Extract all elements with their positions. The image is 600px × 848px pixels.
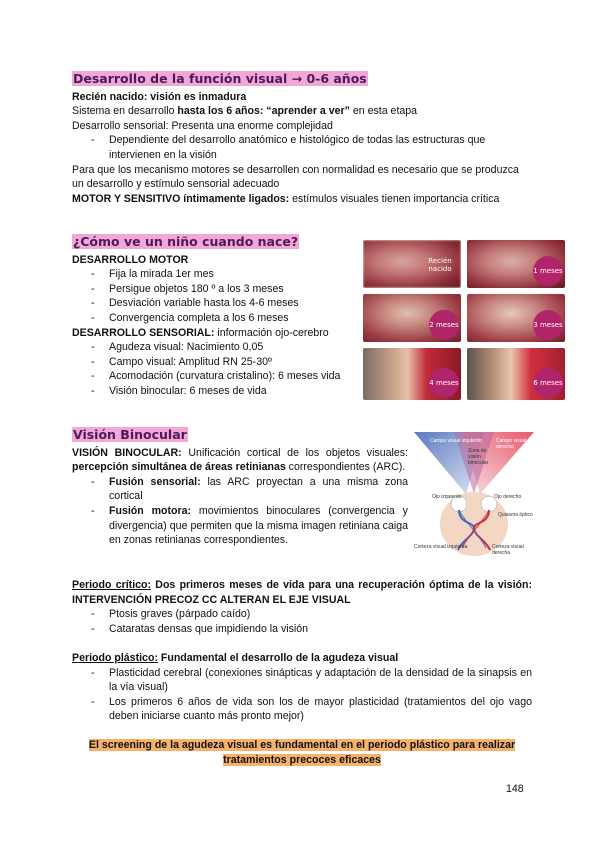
photo-1-month: [467, 240, 565, 288]
screening-highlight: El screening de la agudeza visual es fundamental en el periodo plástico para realizar tratamientos precoces eficaces: [88, 739, 516, 766]
list-item: - Fusión sensorial: las ARC proyectan a una misma zona cortical: [72, 475, 408, 504]
photo-2-months: [363, 294, 461, 342]
diagram-label: Corteza visual derecha: [492, 544, 524, 556]
paragraph: Para que los mecanismo motores se desarrollen con normalidad es necesario que se produzca un desarrollo y estímulo sensorial adecuado: [72, 163, 519, 191]
section-critical-period: Periodo crítico: Dos primeros meses de vida para una recuperación óptima de la visión: INTERVENCIÓN PRECOZ CC ALTERAN EL EJE VISUAL - Ptosis graves (párpado caído) - Cataratas densas que impidiendo la visión: [72, 578, 532, 636]
list-item: - Convergencia completa a los 6 meses: [72, 311, 362, 326]
motor-heading: DESARROLLO MOTOR: [72, 253, 189, 266]
baby-vision-photo-grid: [363, 240, 567, 400]
section-title-newborn: ¿Cómo ve un niño cuando nace?: [73, 234, 299, 249]
section-title-binocular: Visión Binocular: [73, 427, 187, 442]
photo-6-months: [467, 348, 565, 400]
list-item: - Agudeza visual: Nacimiento 0,05: [72, 340, 362, 355]
photo-4-months: [363, 348, 461, 400]
section-plastic-period: Periodo plástico: Fundamental el desarrollo de la agudeza visual - Plasticidad cerebral (conexiones sinápticas y adaptación de la densidad de la sinapsis en la vía visual) - Los primeros 6 años de vida son los de mayor plasticidad (tratamientos del ojo vago deben iniciarse cuanto más pronto mejor): [72, 651, 532, 724]
section-newborn: ¿Cómo ve un niño cuando nace? DESARROLLO MOTOR - Fija la mirada 1er mes - Persigue objetos 180 º a los 3 meses - Desviación variable hasta los 4-6 meses - Convergencia completa a los 6 meses DESARROLLO SENSORIAL: información ojo-cerebro - Agudeza visual: Nacimiento 0,05 - Campo visual: Amplitud RN 25-30º - Acomodación (curvatura cristalino): 6 meses vida - Visión binocular: 6 meses de vida: [72, 235, 362, 399]
photo-label: 1 meses: [533, 256, 563, 286]
list-item: - Persigue objetos 180 º a los 3 meses: [72, 282, 362, 297]
list-item: - Ptosis graves (párpado caído): [72, 607, 532, 622]
section-development: Desarrollo de la función visual → 0-6 años Recién nacido: visión es inmadura Sistema en desarrollo hasta los 6 años: “aprender a ver” en esta etapa Desarrollo sensorial: Presenta una enorme complejidad - Dependiente del desarrollo anatómico e histológico de todas las estructuras que intervienen en la visión Para que los mecanismo motores se desarrollen con normalidad es necesario que se produzca un desarrollo y estímulo sensorial adecuado MOTOR Y SENSITIVO íntimamente ligados: estímulos visuales tienen importancia crítica: [72, 72, 532, 206]
diagram-label: Corteza visual izquierda: [414, 544, 468, 550]
section-title-development: Desarrollo de la función visual → 0-6 años: [73, 71, 367, 86]
diagram-label: Zona de visión binocular: [468, 448, 489, 466]
page-number: 148: [506, 783, 524, 795]
diagram-label: Campo visual izquierdo: [430, 438, 482, 444]
list-item: - Visión binocular: 6 meses de vida: [72, 384, 362, 399]
photo-label: Recién nacido: [428, 257, 452, 273]
sensorial-line: Desarrollo sensorial: Presenta una enorme complejidad: [72, 119, 333, 132]
list-item: - Fija la mirada 1er mes: [72, 267, 362, 282]
diagram-label: Quiasma óptico: [498, 512, 533, 518]
binocular-vision-diagram: [414, 432, 534, 558]
list-item: - Desviación variable hasta los 4-6 meses: [72, 296, 362, 311]
photo-label: 6 meses: [533, 368, 563, 398]
diagram-label: Campo visual derecho: [496, 438, 527, 450]
list-item: - Plasticidad cerebral (conexiones sinápticas y adaptación de la densidad de la sinapsis en la vía visual): [72, 666, 532, 695]
list-item: - Campo visual: Amplitud RN 25-30º: [72, 355, 362, 370]
sensorial-heading: DESARROLLO SENSORIAL:: [72, 326, 215, 339]
photo-newborn: [363, 240, 461, 288]
photo-label: 2 meses: [429, 310, 459, 340]
diagram-label: Ojo derecho: [494, 494, 522, 500]
newborn-line: Recién nacido: visión es inmadura: [72, 90, 247, 103]
photo-label: 3 meses: [533, 310, 563, 340]
photo-label: 4 meses: [429, 368, 459, 398]
section-binocular: Visión Binocular VISIÓN BINOCULAR: Unificación cortical de los objetos visuales: percepción simultánea de áreas retinianas correspondientes (ARC). - Fusión sensorial: las ARC proyectan a una misma zona cortical - Fusión motora: movimientos binoculares (convergencia y divergencia) que permiten que la misma imagen retiniana caiga en zonas retinianas correspondientes.: [72, 428, 408, 548]
list-item: - Cataratas densas que impidiendo la visión: [72, 622, 532, 637]
photo-3-months: [467, 294, 565, 342]
list-item: - Los primeros 6 años de vida son los de mayor plasticidad (tratamientos del ojo vago deben iniciarse cuanto más pronto mejor): [72, 695, 532, 724]
list-item: - Acomodación (curvatura cristalino): 6 meses vida: [72, 369, 362, 384]
list-item: - Fusión motora: movimientos binoculares (convergencia y divergencia) que permiten que la misma imagen retiniana caiga en zonas retinianas correspondientes.: [72, 504, 408, 548]
list-item: - Dependiente del desarrollo anatómico e histológico de todas las estructuras que intervienen en la visión: [72, 133, 532, 162]
diagram-label: Ojo izquierdo: [432, 494, 462, 500]
